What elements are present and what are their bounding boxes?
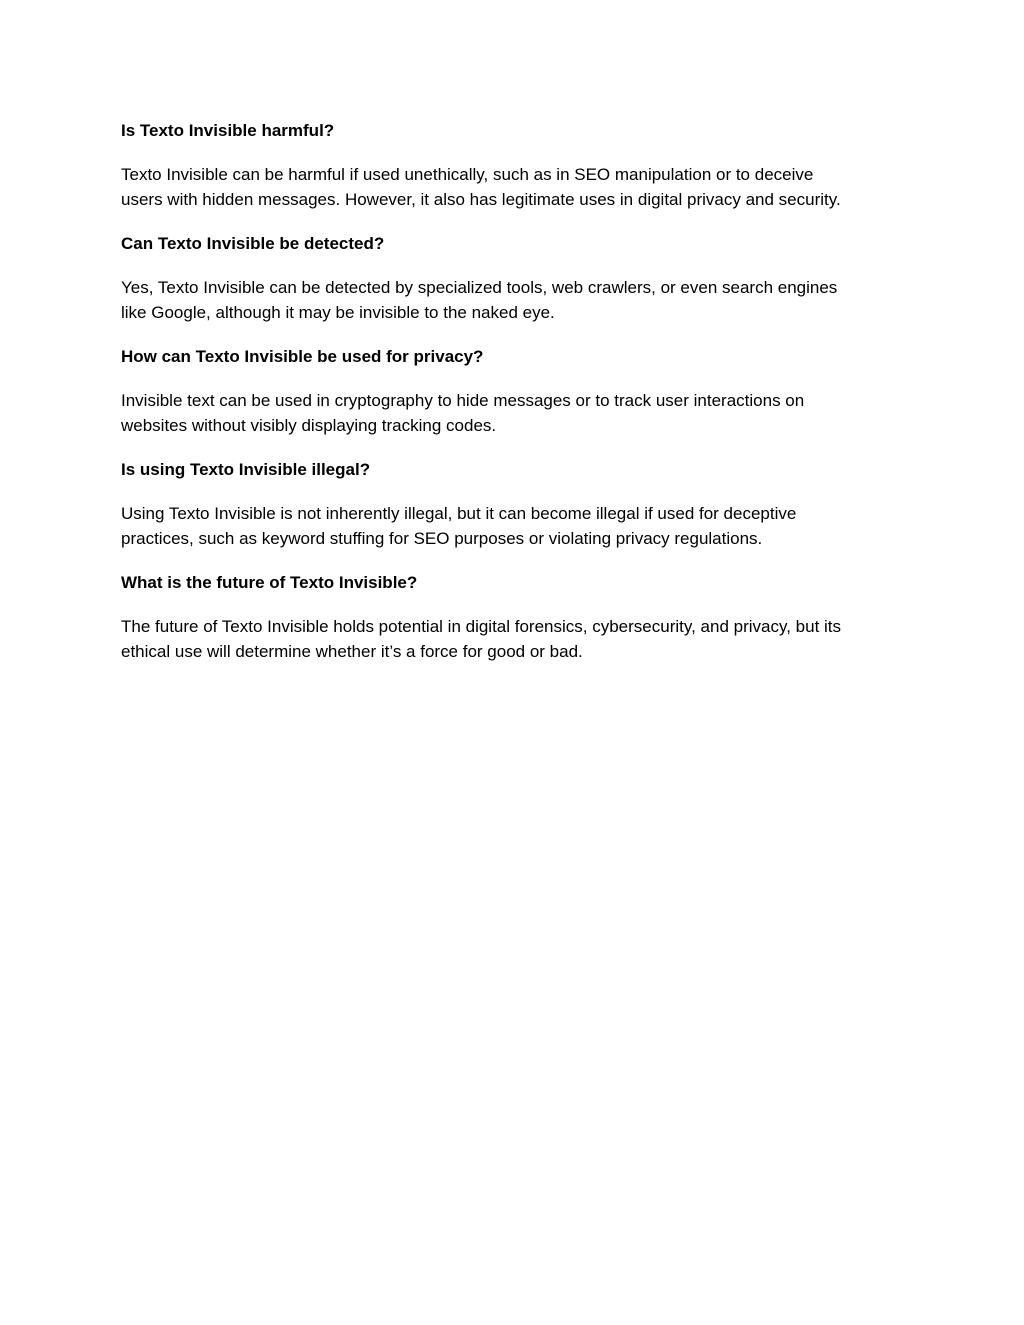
faq-item-illegal bbox=[121, 458, 921, 551]
faq-question: What is the future of Texto Invisible? bbox=[121, 573, 418, 592]
faq-item-future bbox=[121, 571, 921, 664]
faq-item-privacy bbox=[121, 345, 921, 438]
faq-question: How can Texto Invisible be used for privacy? bbox=[121, 347, 484, 366]
faq-answer: Invisible text can be used in cryptography to hide messages or to track user interactions on websites without visibly displaying tracking codes. bbox=[121, 391, 805, 435]
faq-item-harmful bbox=[121, 119, 921, 212]
faq-answer: Yes, Texto Invisible can be detected by specialized tools, web crawlers, or even search engines like Google, although it may be invisible to the naked eye. bbox=[121, 278, 838, 322]
faq-question: Is Texto Invisible harmful? bbox=[121, 121, 335, 140]
faq-answer: The future of Texto Invisible holds potential in digital forensics, cybersecurity, and privacy, but its ethical use will determine whether it’s a force for good or bad. bbox=[121, 617, 842, 661]
faq-answer: Texto Invisible can be harmful if used unethically, such as in SEO manipulation or to deceive users with hidden messages. However, it also has legitimate uses in digital privacy and security. bbox=[121, 165, 841, 209]
faq-answer: Using Texto Invisible is not inherently illegal, but it can become illegal if used for deceptive practices, such as keyword stuffing for SEO purposes or violating privacy regulations. bbox=[121, 504, 797, 548]
faq-item-detected bbox=[121, 232, 921, 325]
faq-question: Is using Texto Invisible illegal? bbox=[121, 460, 371, 479]
document-page bbox=[121, 119, 921, 684]
faq-question: Can Texto Invisible be detected? bbox=[121, 234, 385, 253]
